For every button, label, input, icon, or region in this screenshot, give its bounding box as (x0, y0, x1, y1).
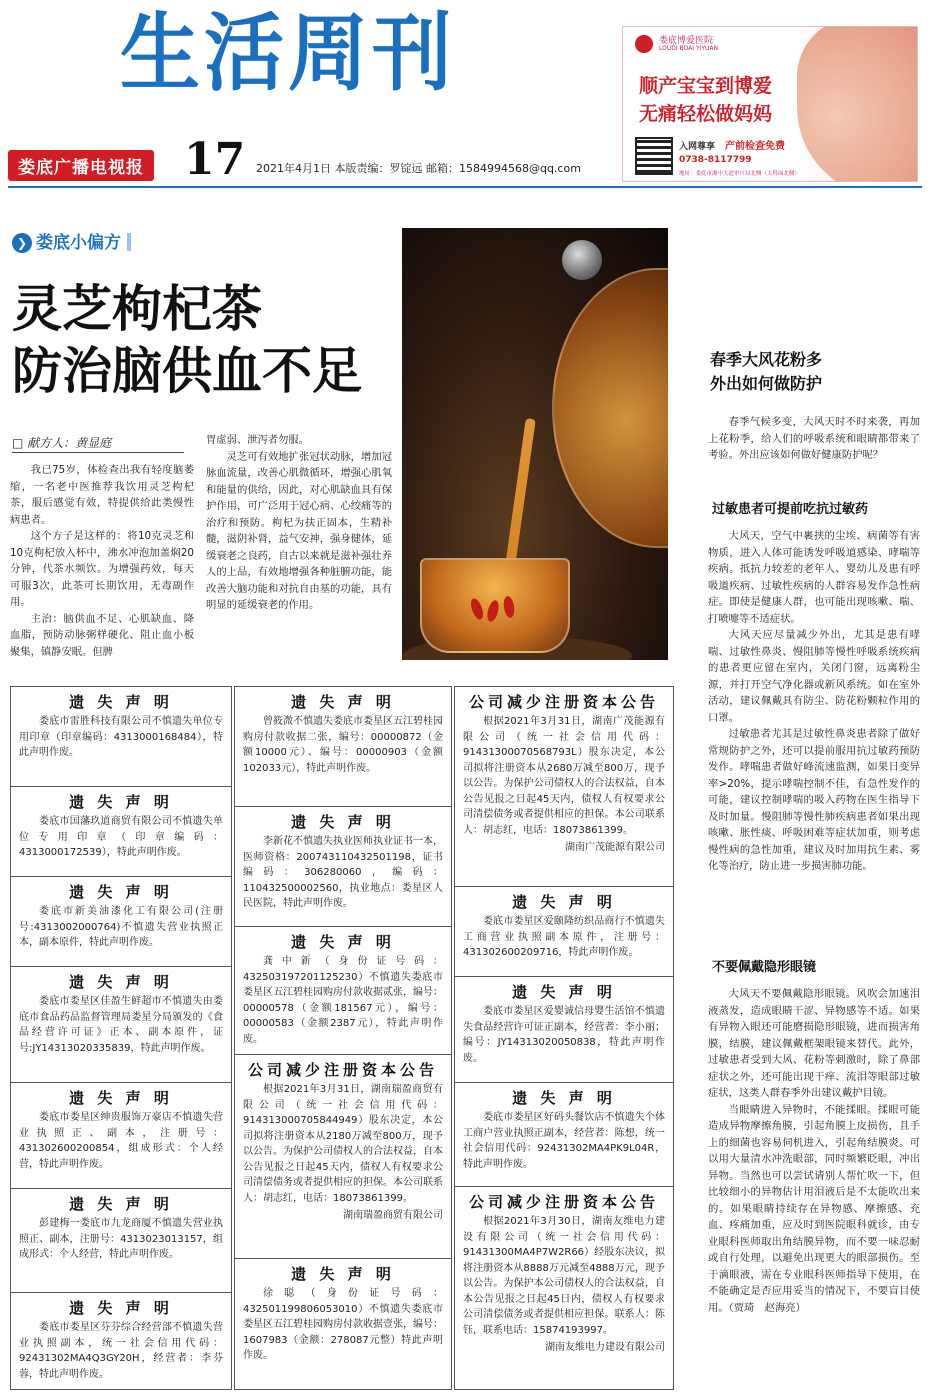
teapot-shape (552, 268, 668, 548)
notice-title: 遗 失 声 明 (69, 793, 173, 811)
hospital-advertisement[interactable] (622, 26, 918, 182)
notice-body: 曾筱溦不慎遗失娄底市娄星区五江碧桂园购房付款收据二张，编号：00000872（金额10000元）、编号：00000903（金额102033元），特此声明作废。 (243, 716, 443, 774)
notice-signature: 湖南瑞盈商贸有限公司 (343, 1210, 443, 1221)
qr-code-icon[interactable] (635, 137, 673, 175)
notice-box (11, 1189, 231, 1293)
notice-title: 遗 失 声 明 (69, 883, 173, 901)
notice-body: 娄底市娄星区好码头餐饮店不慎遗失个体工商户营业执照正副本，经营者：陈想，统一社会信用代码：92431302MA4PK9L04R，特此声明作废。 (463, 1112, 665, 1170)
notice-title: 遗 失 声 明 (69, 1195, 173, 1213)
ad-hospital-name: 娄底博爱医院 (659, 36, 714, 46)
ad-slogan-line1: 顺产宝宝到博爱 (639, 75, 773, 97)
headline-line1: 灵芝枸杞茶 (12, 280, 262, 338)
notice-body: 龚中新（身份证号码：432503197201125230）不慎遗失娄底市娄星区五江碧桂园购房付款收据贰张，编号：00000578（金额181567元），编号：00000583（金额2387元），特此声明作废。 (243, 956, 443, 1045)
notices-column-1 (10, 686, 232, 1390)
notice-title: 公司减少注册资本公告 (247, 1061, 438, 1079)
notice-body: 娄底市国藩玖道商贸有限公司不慎遗失单位专用印章（印章编码：4313000172539），特此声明作废。 (19, 816, 223, 858)
notice-title: 遗 失 声 明 (69, 973, 173, 991)
notice-body: 李新花不慎遗失执业医师执业证书一本，医师资格：200743110432501198，证书编码：306280060，编码：110432500002560，执业地点：娄星区人民医院，特此声明作废。 (243, 836, 443, 909)
notice-box (455, 1083, 673, 1187)
side-subheading-2: 不要佩戴隐形眼镜 (712, 960, 817, 975)
notice-body: 娄底市新美油漆化工有限公司(注册号:4313002000764)不慎遗失营业执照正本，副本原件，特此声明作废。 (19, 906, 223, 948)
label-bar (127, 233, 131, 251)
notices-column-2 (234, 686, 452, 1390)
notice-title: 遗 失 声 明 (291, 693, 395, 711)
notice-body: 娄底市娄星区芬芬综合经营部不慎遗失营业执照副本，统一社会信用代码：92431302MA4Q3GY20H，经营者：李芬蓉，特此声明作废。 (19, 1322, 223, 1380)
notice-box (11, 787, 231, 877)
column-label-text: 娄底小偏方 (36, 233, 121, 253)
side-article-title (710, 348, 910, 396)
side-paragraph (708, 1102, 920, 1317)
notice-body: 徐聪（身份证号码：432501199806053010）不慎遗失娄底市娄星区五江碧桂园购房付款收据壹张，编号：1607983（金额：278087元整）特此声明作废。 (243, 1288, 443, 1361)
notice-body: 娄底市雷胜科技有限公司不慎遗失单位专用印章（印章编码：4313000168484），特此声明作废。 (19, 716, 223, 758)
masthead-rule (8, 186, 922, 188)
side-title-line2: 外出如何做防护 (710, 374, 823, 393)
byline-rule (12, 452, 184, 453)
notice-body: 根据2021年3月31日，湖南瑞盈商贸有限公司（统一社会信用代码：91431300070584494​9）股东决定，本公司拟将注册资本从2180万减至800万，现予以公告。为保护公司债权人的合法权益，自本公告见报之日起45天内，债权人有权要求公司清偿债务或者提供相应的担保。本公司联系人：胡志红，电话：18073861399。 (243, 1084, 443, 1204)
byline: □ 献方人：黄显庭 (12, 436, 112, 450)
feature-paragraph: 我已75岁，体检查出我有轻度脑萎缩，一名老中医推荐我饮用灵芝枸杞茶，服后感觉有效，特提供给此类慢性病患者。 (10, 464, 194, 526)
notice-box (235, 807, 451, 927)
side-title-line1: 春季大风花粉多 (710, 350, 823, 369)
hospital-logo-icon (635, 35, 653, 53)
notice-box (235, 1055, 451, 1259)
notice-title: 遗 失 声 明 (291, 933, 395, 951)
notice-box (11, 1083, 231, 1189)
side-paragraph: 大风天不要佩戴隐形眼镜。风吹会加速泪液蒸发，造成眼睛干涩、异物感等不适。如果有异物入眼还可能磨损隐形眼镜，进而损害角膜，结膜，建议佩戴框架眼镜来替代。此外，过敏患者受到大风、花粉等刺激时，除了鼻部症状之外，还可能出现干痒、流泪等眼部过敏症状，这类人群春季外出建议戴护目镜。 (708, 988, 920, 1099)
notice-box (455, 977, 673, 1083)
notice-body: 彭建梅一娄底市九龙商厦不慎遗失营业执照正、副本，注册号：4313023013157，组成形式：个人经营，特此声明作废。 (19, 1218, 223, 1260)
notice-title: 遗 失 声 明 (69, 1089, 173, 1107)
ad-enter-label: 入网尊享 (679, 142, 716, 152)
chevron-right-icon: ❯ (12, 233, 32, 253)
side-paragraph: 大风天应尽量减少外出，尤其是患有哮喘、过敏性鼻炎、慢阻肺等慢性呼吸系统疾病的患者更应留在室内，关闭门窗，远离粉尘源，并打开空气净化器或新风系统。如在室外活动，建议佩戴具有防尘、防花粉颗粒作用的口罩。 (708, 629, 920, 724)
side-section-1 (708, 528, 920, 940)
notice-title: 遗 失 声 明 (69, 1299, 173, 1317)
notice-title: 遗 失 声 明 (291, 1265, 395, 1283)
side-paragraph: 春季气候多变，大风天时不时来袭，再加上花粉季，给人们的呼吸系统和眼睛都带来了考验。外出应该如何做好健康防护呢？ (708, 416, 920, 461)
feature-paragraph: 主治：脑供血不足、心肌缺血、降血脂，预防动脉粥样硬化、阻止血小板聚集，镇静安眠。但脾 (10, 612, 194, 658)
side-subheading-1: 过敏患者可提前吃抗过敏药 (712, 502, 869, 517)
notice-signature: 湖南友维电力建设有限公司 (545, 1342, 665, 1353)
feature-paragraph: 胃虚弱、泄泻者勿服。 (206, 434, 309, 446)
page-number: 17 (184, 134, 246, 185)
notice-body: 娄底市娄星区佳盈生鲜超市不慎遗失由娄底市食品药品监督管理局娄星分局颁发的《食品经营许可证》正本、副本原件，证号:JY14313020335839，特此声明作废。 (19, 996, 223, 1054)
side-paragraph: 过敏患者尤其是过敏性鼻炎患者除了做好常规防护之外，还可以提前服用抗过敏药预防发作。哮喘患者做好峰流速监测，如果日变异率>20%，提示哮喘控制不佳，有急性发作的可能，建议控制哮喘的吸入药物在医生指导下及时加量。慢阻肺等慢性肺疾病患者如果出现咳嗽、胀性痰、呼吸困难等症状加重，则考虑慢性病的急性加重，建议及时加用抗生素、雾化等治疗，防止进一步损害肺功能。 (708, 728, 920, 872)
notice-box (11, 967, 231, 1083)
notice-box (235, 687, 451, 807)
notice-box (235, 1259, 451, 1389)
notice-body: 娄底市娄星区爱婴诚信母婴生活馆不慎遗失食品经营许可证正副本，经营者：李小丽；编号：JY14313020050838，特此声明作废。 (463, 1006, 665, 1064)
side-paragraph-text: 当眼睛进入异物时，不能揉眼。揉眼可能造成异物摩擦角膜，引起角膜上皮损伤，且手上的细菌也容易伺机进入，引起角结膜炎。可以用大量清水冲洗眼部，同时频繁眨眼，冲出异物。当然也可以尝试请别人帮忙吹一下，但比较细小的异物估计用泪液后是不太能吹出来的。如果眼睛持续存在异物感、摩擦感、充血、疼痛加重，应及时到医院眼科就诊，由专业眼科医师取出角结膜异物，而不要一味忍耐或自行处理，以避免出现更大的眼部损伤。至于滴眼液，需在专业眼科医师指导下使用，在不能确定是否应用妥当的情况下，不要盲目使用。 (708, 1103, 920, 1314)
notice-title: 公司减少注册资本公告 (468, 1193, 659, 1211)
notice-title: 遗 失 声 明 (512, 1089, 616, 1107)
feature-paragraph: 灵芝可有效地扩张冠状动脉，增加冠脉血流量，改善心肌微循环，增强心肌氧和能量的供给，因此，对心肌缺血具有保护作用，可广泛用于冠心病、心绞痛等的治疗和预防。枸杞为扶正固本，生精补髓，滋阴补肾，益气安神，强身健体，延缓衰老之良药，自古以来就是滋补强壮养人的上品，有效地增强各种脏腑功能，能改善大脑功能和对抗自由基的功能，具有明显的延缓衰老的作用。 (206, 450, 392, 611)
headline (12, 278, 362, 402)
ad-slogan-line2: 无痛轻松做妈妈 (639, 103, 773, 125)
notice-body: 娄底市娄星区绅贵服饰万豪店不慎遗失营业执照正、副本，注册号：431302600200854，组成形式：个人经营，特此声明作废。 (19, 1112, 223, 1170)
notice-body: 根据2021年3月31日，湖南广茂能源有限公司（统一社会信用代码：91431300070568793L）股东决定，本公司拟将注册资本从2680万减至800万，现予以公告。为保护公司债权人的合法权益，自本公告见报之日起45天内，债权人有权要求公司清偿债务或者提供相应的担保。本公司联系人：胡志红，电话：18073861399。 (463, 716, 665, 836)
ad-address: 地址：娄底市湘中大道审计局北侧（大科面北侧） (679, 171, 801, 177)
paper-name: 娄底广播电视报 (8, 150, 154, 181)
ad-hospital-en: LOUDI BOAI YIYUAN (659, 45, 719, 52)
side-section-2 (708, 986, 920, 1384)
notice-box (455, 687, 673, 887)
notice-body: 娄底市娄星区爱颐隆纺织品商行不慎遗失工商营业执照副本原件，注册号：431302600209716，特此声明作废。 (463, 916, 665, 958)
masthead-title: 生活周刊 (120, 4, 456, 103)
notice-signature: 湖南广茂能源有限公司 (565, 842, 665, 853)
notice-box (455, 1187, 673, 1389)
ad-phone: 0738-8117799 (679, 155, 752, 165)
feature-column-2 (206, 432, 392, 662)
side-paragraph: 大风天，空气中裹挟的尘埃、病菌等有害物质，进入人体可能诱发呼吸道感染、哮喘等疾病。抵抗力较差的老年人、婴幼儿及患有呼吸道疾病、过敏性疾病的人群容易发作急性病症。即使是健康人群，也可能出现咳嗽、喘、打喷嚏等不适症状。 (708, 530, 920, 625)
notice-title: 公司减少注册资本公告 (468, 693, 659, 711)
notice-title: 遗 失 声 明 (291, 813, 395, 831)
notices-column-3 (454, 686, 674, 1390)
notice-box (11, 877, 231, 967)
teapot-lid (562, 240, 602, 280)
ad-free-label: 产前检查免费 (725, 141, 785, 152)
feature-paragraph: 这个方子是这样的：将10克灵芝和10克枸杞放入杯中，沸水冲泡加盖焖20分钟，代茶水频饮。为增强药效，每天可服3次，此茶可长期饮用，无毒副作用。 (10, 530, 194, 608)
feature-column-1 (10, 462, 194, 662)
notice-box (455, 887, 673, 977)
notice-box (11, 1293, 231, 1389)
tea-photo (402, 228, 668, 660)
notice-body: 根据2021年3月30日，湖南友维电力建设有限公司（统一社会信用代码：91431300MA4P7W2R66）经股东决议，拟将注册资本从8888万元减至4888万元，现予以公告。为保护本公司债权人的合法权益，自本公告见报之日起45日内，债权人有权要求公司清偿债务或者提供相应担保。联系人：陈钰，联系电话：15874193997。 (463, 1216, 665, 1336)
headline-line2: 防治脑供血不足 (12, 342, 362, 400)
pregnant-belly-image (797, 26, 918, 182)
issue-info: 2021年4月1日 本版责编：罗锭远 邮箱：1584994568@qq.com (256, 162, 581, 175)
notice-box (235, 927, 451, 1055)
notice-title: 遗 失 声 明 (69, 693, 173, 711)
notice-title: 遗 失 声 明 (512, 893, 616, 911)
column-label (12, 228, 131, 253)
notice-title: 遗 失 声 明 (512, 983, 616, 1001)
side-article-author: （贾琦 赵海亮） (728, 1301, 806, 1314)
notice-box (11, 687, 231, 787)
side-intro (708, 414, 920, 478)
